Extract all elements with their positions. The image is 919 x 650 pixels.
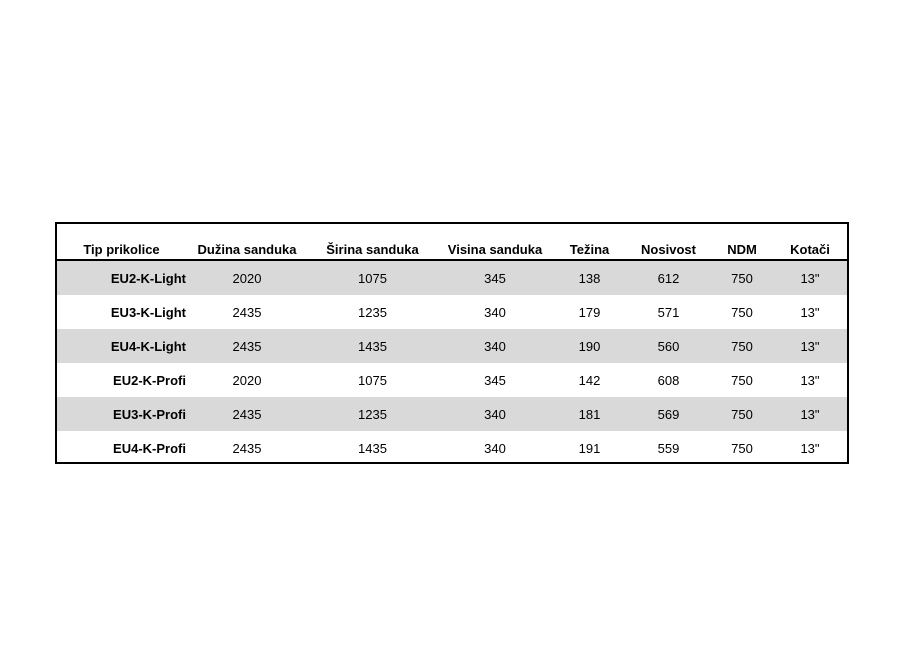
header-nosivost: Nosivost [626, 224, 711, 260]
cell-visina: 340 [484, 440, 506, 456]
cell-duzina: 2435 [232, 304, 262, 320]
cell-tezina: 142 [578, 372, 601, 388]
cell-nosivost: 559 [657, 440, 680, 456]
cell-visina: 340 [437, 397, 553, 431]
table-row [57, 260, 847, 295]
cell-ndm: 750 [711, 397, 773, 431]
table-row [57, 363, 847, 397]
cell-name: EU3-K-Light [110, 304, 186, 320]
cell-tezina: 179 [578, 304, 601, 320]
cell-tezina: 191 [578, 440, 601, 456]
table-row [57, 431, 847, 465]
header-visina-sanduka: Visina sanduka [437, 224, 553, 260]
cell-nosivost: 560 [626, 329, 711, 363]
header-tip-prikolice: Tip prikolice [57, 224, 186, 260]
cell-kotaci: 13" [773, 329, 847, 363]
cell-duzina: 2020 [186, 260, 308, 295]
cell-name: EU4-K-Profi [113, 440, 186, 456]
cell-visina: 345 [484, 372, 506, 388]
spec-table-frame [55, 222, 849, 464]
cell-kotaci: 13" [773, 260, 847, 295]
cell-sirina: 1235 [308, 397, 437, 431]
header-duzina-sanduka: Dužina sanduka [186, 224, 308, 260]
cell-visina: 345 [437, 260, 553, 295]
cell-tezina: 190 [553, 329, 626, 363]
cell-kotaci: 13" [800, 440, 820, 456]
header-sirina-sanduka: Širina sanduka [308, 224, 437, 260]
cell-sirina: 1235 [358, 304, 387, 320]
cell-nosivost: 612 [626, 260, 711, 295]
cell-duzina: 2435 [186, 397, 308, 431]
cell-name: EU4-K-Light [57, 329, 186, 363]
cell-duzina: 2020 [232, 372, 262, 388]
table-row [57, 397, 847, 431]
header-ndm: NDM [711, 224, 773, 260]
cell-duzina: 2435 [186, 329, 308, 363]
cell-ndm: 750 [711, 329, 773, 363]
cell-visina: 340 [437, 329, 553, 363]
header-tezina: Težina [553, 224, 626, 260]
cell-tezina: 181 [553, 397, 626, 431]
table-row [57, 295, 847, 329]
cell-nosivost: 571 [657, 304, 680, 320]
cell-kotaci: 13" [773, 397, 847, 431]
cell-sirina: 1075 [308, 260, 437, 295]
cell-ndm: 750 [731, 304, 753, 320]
trailer-spec-table [57, 224, 847, 465]
table-row [57, 329, 847, 363]
cell-name: EU2-K-Profi [113, 372, 186, 388]
header-kotaci: Kotači [773, 224, 847, 260]
cell-sirina: 1075 [358, 372, 387, 388]
cell-name: EU2-K-Light [57, 260, 186, 295]
cell-kotaci: 13" [800, 372, 820, 388]
cell-ndm: 750 [731, 440, 753, 456]
cell-duzina: 2435 [232, 440, 262, 456]
cell-tezina: 138 [553, 260, 626, 295]
cell-nosivost: 608 [657, 372, 680, 388]
cell-kotaci: 13" [800, 304, 820, 320]
cell-ndm: 750 [731, 372, 753, 388]
cell-sirina: 1435 [358, 440, 387, 456]
cell-sirina: 1435 [308, 329, 437, 363]
cell-ndm: 750 [711, 260, 773, 295]
cell-name: EU3-K-Profi [57, 397, 186, 431]
cell-nosivost: 569 [626, 397, 711, 431]
header-row [57, 224, 847, 260]
cell-visina: 340 [484, 304, 506, 320]
